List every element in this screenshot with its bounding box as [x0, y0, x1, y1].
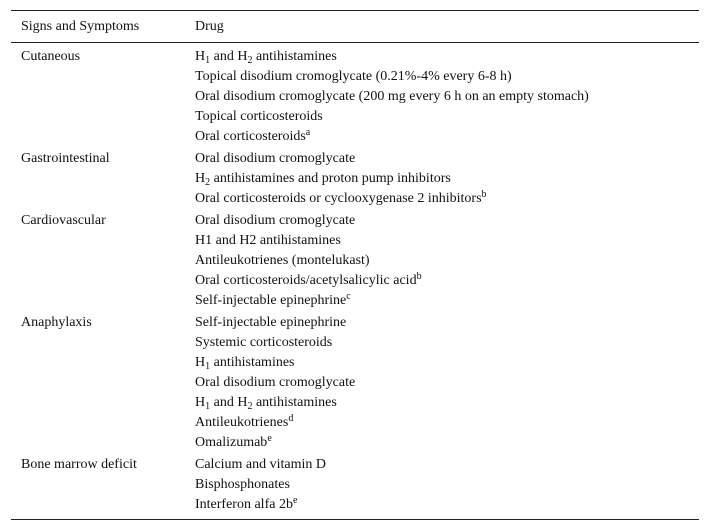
symptom-category: Anaphylaxis [21, 315, 92, 330]
drug-text: and H [210, 395, 248, 410]
drug-item [195, 393, 355, 413]
drug-text: Calcium and vitamin D [195, 457, 327, 472]
drug-list [195, 455, 326, 515]
drug-item [195, 47, 589, 67]
drug-list [195, 211, 422, 311]
drug-item [195, 455, 326, 475]
drug-text: H1 and H2 antihistamines [195, 233, 341, 248]
drug-text: Oral corticosteroids [195, 129, 306, 144]
footnote-mark: a [305, 127, 311, 138]
header-signs-symptoms: Signs and Symptoms [21, 19, 140, 34]
drug-item [195, 433, 355, 453]
drug-text: Interferon alfa 2b [195, 497, 293, 512]
drug-text: Oral disodium cromoglycate [195, 213, 356, 228]
drug-text: Self-injectable epinephrine [195, 293, 347, 308]
drug-item [195, 149, 487, 169]
footnote-mark: c [346, 291, 351, 302]
header-drug: Drug [195, 19, 224, 34]
drug-text: Oral disodium cromoglycate (200 mg every 6 h on an empty stomach) [195, 89, 589, 104]
symptom-category: Bone marrow deficit [21, 457, 137, 472]
header-rule [11, 42, 699, 43]
drug-item [195, 231, 422, 251]
drug-item [195, 475, 326, 495]
drug-text: Omalizumab [195, 435, 268, 450]
drug-text: Self-injectable epinephrine [195, 315, 347, 330]
subscript: 1 [205, 401, 211, 412]
drug-item [195, 127, 589, 147]
drug-text: Oral disodium cromoglycate [195, 151, 356, 166]
drug-list [195, 149, 487, 209]
drug-text: antihistamines [252, 395, 337, 410]
drug-item [195, 211, 422, 231]
drug-item [195, 251, 422, 271]
symptom-category: Cutaneous [21, 49, 81, 64]
drug-text: Antileukotrienes [195, 415, 289, 430]
drug-text: Oral corticosteroids/acetylsalicylic acid [195, 273, 417, 288]
drug-item [195, 271, 422, 291]
drug-item [195, 333, 355, 353]
drug-text: Oral corticosteroids or cyclooxygenase 2 inhibitors [195, 191, 482, 206]
footnote-mark: d [288, 413, 294, 424]
top-rule [11, 10, 699, 11]
drug-text: H [195, 355, 206, 370]
drug-list [195, 47, 589, 147]
symptom-category: Gastrointestinal [21, 151, 110, 166]
symptom-category: Cardiovascular [21, 213, 106, 228]
bottom-rule [11, 519, 699, 520]
drug-text: antihistamines and proton pump inhibitors [210, 171, 451, 186]
footnote-mark: b [416, 271, 422, 282]
subscript: 2 [247, 55, 253, 66]
drug-text: antihistamines [252, 49, 337, 64]
drug-text: Systemic corticosteroids [195, 335, 333, 350]
drug-item [195, 87, 589, 107]
drug-text: Oral disodium cromoglycate [195, 375, 356, 390]
drug-text: Topical disodium cromoglycate (0.21%-4% every 6-8 h) [195, 69, 512, 84]
drug-item [195, 67, 589, 87]
drug-item [195, 413, 355, 433]
drug-item [195, 373, 355, 393]
subscript: 1 [205, 361, 211, 372]
drug-item [195, 353, 355, 373]
footnote-mark: b [481, 189, 487, 200]
drug-item [195, 107, 589, 127]
subscript: 2 [247, 401, 253, 412]
drug-item [195, 313, 355, 333]
drug-item [195, 495, 326, 515]
drug-text: H [195, 395, 206, 410]
footnote-mark: e [292, 495, 298, 506]
subscript: 2 [205, 177, 211, 188]
drug-text: antihistamines [210, 355, 295, 370]
drug-list [195, 313, 355, 453]
drug-item [195, 291, 422, 311]
footnote-mark: e [267, 433, 272, 444]
subscript: 1 [205, 55, 211, 66]
drug-text: Topical corticosteroids [195, 109, 323, 124]
drug-text: H [195, 49, 206, 64]
drug-text: Antileukotrienes (montelukast) [195, 253, 370, 268]
drug-text: and H [210, 49, 248, 64]
drug-item [195, 189, 487, 209]
drug-text: H [195, 171, 206, 186]
drug-text: Bisphosphonates [195, 477, 290, 492]
drug-item [195, 169, 487, 189]
